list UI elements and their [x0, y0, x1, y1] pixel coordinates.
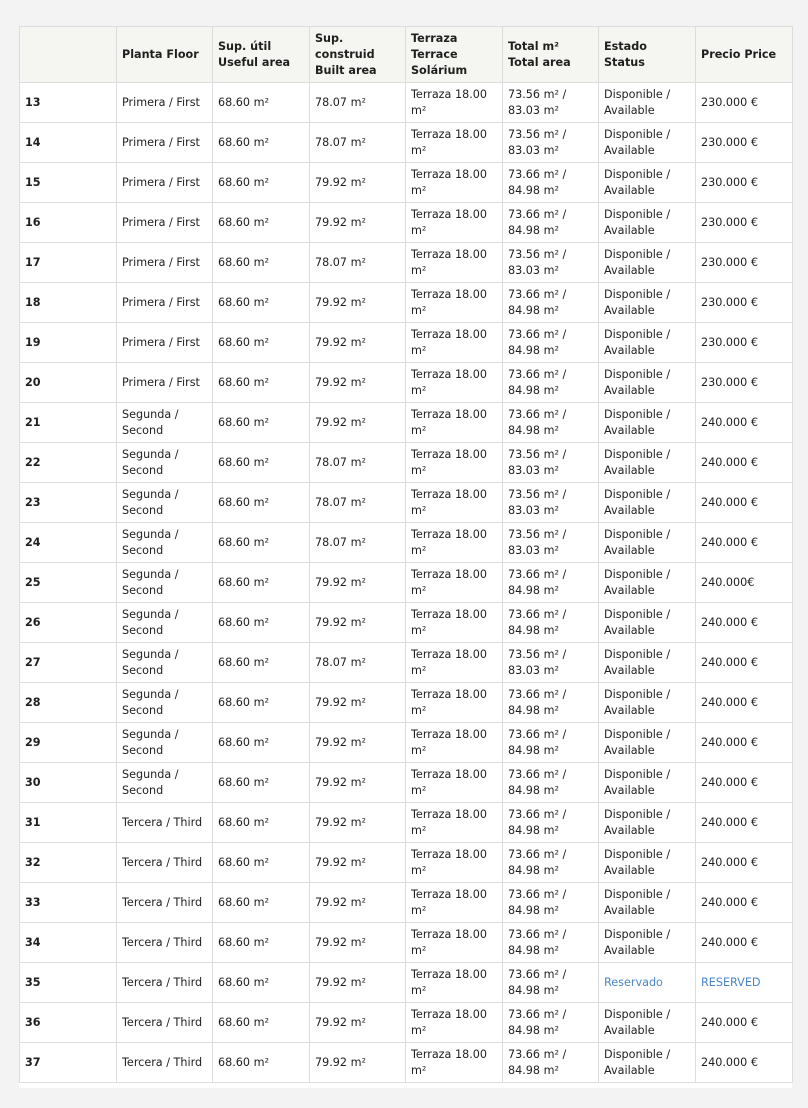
- cell-status: Disponible / Available: [599, 283, 696, 323]
- cell-status: Disponible / Available: [599, 163, 696, 203]
- cell-unit: 27: [20, 643, 117, 683]
- cell-status: Disponible / Available: [599, 1003, 696, 1043]
- cell-status: Disponible / Available: [599, 443, 696, 483]
- cell-useful-area: 68.60 m²: [213, 843, 310, 883]
- cell-price: 230.000 €: [696, 163, 793, 203]
- cell-terrace: Terraza 18.00 m²: [406, 483, 503, 523]
- cell-built-area: 79.92 m²: [310, 363, 406, 403]
- cell-total-area: 73.66 m² / 84.98 m²: [503, 763, 599, 803]
- cell-price: 240.000 €: [696, 843, 793, 883]
- cell-price: 240.000 €: [696, 403, 793, 443]
- cell-price: 240.000 €: [696, 1043, 793, 1083]
- cell-terrace: Terraza 18.00 m²: [406, 803, 503, 843]
- table-row: [20, 323, 793, 363]
- table-row: [20, 883, 793, 923]
- header-status: Estado Status: [599, 27, 696, 83]
- cell-total-area: 73.56 m² / 83.03 m²: [503, 643, 599, 683]
- cell-status: Disponible / Available: [599, 563, 696, 603]
- cell-useful-area: 68.60 m²: [213, 883, 310, 923]
- cell-built-area: 79.92 m²: [310, 163, 406, 203]
- cell-status: Disponible / Available: [599, 643, 696, 683]
- cell-total-area: 73.66 m² / 84.98 m²: [503, 1043, 599, 1083]
- cell-useful-area: 68.60 m²: [213, 403, 310, 443]
- cell-unit: 20: [20, 363, 117, 403]
- cell-total-area: 73.66 m² / 84.98 m²: [503, 203, 599, 243]
- cell-floor: Segunda / Second: [117, 723, 213, 763]
- cell-terrace: Terraza 18.00 m²: [406, 683, 503, 723]
- cell-unit: 31: [20, 803, 117, 843]
- cell-terrace: Terraza 18.00 m²: [406, 523, 503, 563]
- cell-useful-area: 68.60 m²: [213, 363, 310, 403]
- cell-useful-area: 68.60 m²: [213, 803, 310, 843]
- cell-status: Disponible / Available: [599, 523, 696, 563]
- table-row: [20, 843, 793, 883]
- cell-built-area: 79.92 m²: [310, 723, 406, 763]
- cell-status: Disponible / Available: [599, 923, 696, 963]
- cell-price: 240.000 €: [696, 523, 793, 563]
- cell-useful-area: 68.60 m²: [213, 763, 310, 803]
- table-row: [20, 363, 793, 403]
- header-total-area: Total m² Total area: [503, 27, 599, 83]
- cell-price: 240.000 €: [696, 443, 793, 483]
- cell-terrace: Terraza 18.00 m²: [406, 1003, 503, 1043]
- cell-floor: Segunda / Second: [117, 483, 213, 523]
- cell-total-area: 73.66 m² / 84.98 m²: [503, 683, 599, 723]
- cell-unit: 14: [20, 123, 117, 163]
- header-row: [20, 27, 793, 83]
- units-table-container: [19, 26, 792, 1088]
- cell-unit: 33: [20, 883, 117, 923]
- cell-useful-area: 68.60 m²: [213, 523, 310, 563]
- cell-floor: Segunda / Second: [117, 523, 213, 563]
- cell-built-area: 78.07 m²: [310, 523, 406, 563]
- cell-price: 230.000 €: [696, 243, 793, 283]
- cell-built-area: 79.92 m²: [310, 843, 406, 883]
- table-row: [20, 763, 793, 803]
- table-row: [20, 83, 793, 123]
- cell-unit: 34: [20, 923, 117, 963]
- table-row: [20, 723, 793, 763]
- cell-terrace: Terraza 18.00 m²: [406, 1043, 503, 1083]
- cell-floor: Tercera / Third: [117, 843, 213, 883]
- cell-price: 240.000 €: [696, 683, 793, 723]
- cell-floor: Segunda / Second: [117, 563, 213, 603]
- cell-built-area: 79.92 m²: [310, 1003, 406, 1043]
- cell-useful-area: 68.60 m²: [213, 203, 310, 243]
- cell-unit: 23: [20, 483, 117, 523]
- cell-terrace: Terraza 18.00 m²: [406, 83, 503, 123]
- cell-unit: 17: [20, 243, 117, 283]
- cell-floor: Primera / First: [117, 283, 213, 323]
- cell-floor: Primera / First: [117, 323, 213, 363]
- cell-useful-area: 68.60 m²: [213, 563, 310, 603]
- cell-price: 240.000 €: [696, 483, 793, 523]
- cell-status: Disponible / Available: [599, 683, 696, 723]
- cell-useful-area: 68.60 m²: [213, 283, 310, 323]
- table-row: [20, 283, 793, 323]
- cell-unit: 35: [20, 963, 117, 1003]
- cell-useful-area: 68.60 m²: [213, 443, 310, 483]
- cell-unit: 18: [20, 283, 117, 323]
- cell-price: 240.000 €: [696, 883, 793, 923]
- cell-total-area: 73.66 m² / 84.98 m²: [503, 923, 599, 963]
- cell-total-area: 73.56 m² / 83.03 m²: [503, 443, 599, 483]
- header-useful-area: Sup. útil Useful area: [213, 27, 310, 83]
- cell-status: Disponible / Available: [599, 763, 696, 803]
- cell-total-area: 73.66 m² / 84.98 m²: [503, 883, 599, 923]
- table-header: [20, 27, 793, 83]
- cell-total-area: 73.66 m² / 84.98 m²: [503, 563, 599, 603]
- cell-status: Disponible / Available: [599, 243, 696, 283]
- cell-status: Disponible / Available: [599, 603, 696, 643]
- cell-useful-area: 68.60 m²: [213, 483, 310, 523]
- cell-terrace: Terraza 18.00 m²: [406, 323, 503, 363]
- cell-price: 230.000 €: [696, 323, 793, 363]
- cell-price: 240.000 €: [696, 603, 793, 643]
- cell-floor: Primera / First: [117, 163, 213, 203]
- table-body: [20, 83, 793, 1083]
- cell-floor: Primera / First: [117, 83, 213, 123]
- cell-price: 230.000 €: [696, 83, 793, 123]
- cell-status: Reservado: [599, 963, 696, 1003]
- cell-total-area: 73.56 m² / 83.03 m²: [503, 483, 599, 523]
- cell-total-area: 73.56 m² / 83.03 m²: [503, 523, 599, 563]
- cell-useful-area: 68.60 m²: [213, 683, 310, 723]
- header-floor: Planta Floor: [117, 27, 213, 83]
- cell-unit: 28: [20, 683, 117, 723]
- cell-terrace: Terraza 18.00 m²: [406, 243, 503, 283]
- cell-useful-area: 68.60 m²: [213, 83, 310, 123]
- cell-useful-area: 68.60 m²: [213, 603, 310, 643]
- cell-terrace: Terraza 18.00 m²: [406, 123, 503, 163]
- cell-price: 230.000 €: [696, 123, 793, 163]
- cell-unit: 19: [20, 323, 117, 363]
- cell-built-area: 79.92 m²: [310, 603, 406, 643]
- cell-total-area: 73.66 m² / 84.98 m²: [503, 603, 599, 643]
- cell-floor: Primera / First: [117, 203, 213, 243]
- cell-total-area: 73.66 m² / 84.98 m²: [503, 403, 599, 443]
- cell-built-area: 78.07 m²: [310, 123, 406, 163]
- cell-price: 240.000 €: [696, 643, 793, 683]
- table-row: [20, 643, 793, 683]
- cell-status: Disponible / Available: [599, 803, 696, 843]
- cell-built-area: 79.92 m²: [310, 563, 406, 603]
- table-row: [20, 403, 793, 443]
- cell-floor: Segunda / Second: [117, 443, 213, 483]
- cell-built-area: 79.92 m²: [310, 803, 406, 843]
- cell-total-area: 73.56 m² / 83.03 m²: [503, 123, 599, 163]
- cell-floor: Segunda / Second: [117, 683, 213, 723]
- cell-built-area: 79.92 m²: [310, 1043, 406, 1083]
- header-built-area: Sup. construid Built area: [310, 27, 406, 83]
- cell-floor: Primera / First: [117, 243, 213, 283]
- cell-total-area: 73.66 m² / 84.98 m²: [503, 163, 599, 203]
- table-row: [20, 683, 793, 723]
- cell-price: 240.000 €: [696, 923, 793, 963]
- cell-terrace: Terraza 18.00 m²: [406, 403, 503, 443]
- cell-price: 240.000 €: [696, 723, 793, 763]
- header-terrace: Terraza Terrace Solárium: [406, 27, 503, 83]
- cell-terrace: Terraza 18.00 m²: [406, 763, 503, 803]
- cell-price: 230.000 €: [696, 203, 793, 243]
- cell-unit: 25: [20, 563, 117, 603]
- cell-terrace: Terraza 18.00 m²: [406, 723, 503, 763]
- cell-status: Disponible / Available: [599, 123, 696, 163]
- cell-terrace: Terraza 18.00 m²: [406, 643, 503, 683]
- cell-built-area: 78.07 m²: [310, 443, 406, 483]
- units-table: [19, 26, 793, 1083]
- table-row: [20, 243, 793, 283]
- cell-terrace: Terraza 18.00 m²: [406, 363, 503, 403]
- cell-status: Disponible / Available: [599, 403, 696, 443]
- header-unit: [20, 27, 117, 83]
- cell-terrace: Terraza 18.00 m²: [406, 923, 503, 963]
- cell-status: Disponible / Available: [599, 323, 696, 363]
- cell-unit: 32: [20, 843, 117, 883]
- cell-unit: 29: [20, 723, 117, 763]
- cell-price: 230.000 €: [696, 363, 793, 403]
- cell-useful-area: 68.60 m²: [213, 723, 310, 763]
- cell-floor: Primera / First: [117, 363, 213, 403]
- cell-price: 230.000 €: [696, 283, 793, 323]
- cell-built-area: 79.92 m²: [310, 683, 406, 723]
- cell-status: Disponible / Available: [599, 203, 696, 243]
- table-row: [20, 963, 793, 1003]
- cell-floor: Segunda / Second: [117, 643, 213, 683]
- cell-unit: 22: [20, 443, 117, 483]
- cell-total-area: 73.66 m² / 84.98 m²: [503, 283, 599, 323]
- table-row: [20, 1003, 793, 1043]
- cell-status: Disponible / Available: [599, 883, 696, 923]
- cell-useful-area: 68.60 m²: [213, 243, 310, 283]
- cell-built-area: 78.07 m²: [310, 243, 406, 283]
- cell-unit: 13: [20, 83, 117, 123]
- cell-built-area: 79.92 m²: [310, 323, 406, 363]
- cell-total-area: 73.66 m² / 84.98 m²: [503, 1003, 599, 1043]
- table-row: [20, 123, 793, 163]
- cell-price: 240.000 €: [696, 803, 793, 843]
- table-row: [20, 1043, 793, 1083]
- cell-price: RESERVED: [696, 963, 793, 1003]
- table-row: [20, 603, 793, 643]
- cell-floor: Tercera / Third: [117, 963, 213, 1003]
- cell-total-area: 73.66 m² / 84.98 m²: [503, 843, 599, 883]
- table-row: [20, 923, 793, 963]
- cell-useful-area: 68.60 m²: [213, 643, 310, 683]
- cell-status: Disponible / Available: [599, 723, 696, 763]
- table-row: [20, 163, 793, 203]
- cell-built-area: 78.07 m²: [310, 483, 406, 523]
- cell-terrace: Terraza 18.00 m²: [406, 563, 503, 603]
- cell-terrace: Terraza 18.00 m²: [406, 163, 503, 203]
- cell-useful-area: 68.60 m²: [213, 323, 310, 363]
- cell-floor: Tercera / Third: [117, 923, 213, 963]
- cell-floor: Tercera / Third: [117, 1043, 213, 1083]
- cell-price: 240.000€: [696, 563, 793, 603]
- cell-total-area: 73.66 m² / 84.98 m²: [503, 803, 599, 843]
- cell-built-area: 78.07 m²: [310, 643, 406, 683]
- cell-floor: Primera / First: [117, 123, 213, 163]
- table-row: [20, 483, 793, 523]
- cell-floor: Tercera / Third: [117, 1003, 213, 1043]
- cell-built-area: 79.92 m²: [310, 963, 406, 1003]
- cell-total-area: 73.56 m² / 83.03 m²: [503, 243, 599, 283]
- cell-price: 240.000 €: [696, 763, 793, 803]
- cell-terrace: Terraza 18.00 m²: [406, 963, 503, 1003]
- cell-status: Disponible / Available: [599, 1043, 696, 1083]
- cell-total-area: 73.66 m² / 84.98 m²: [503, 323, 599, 363]
- cell-floor: Segunda / Second: [117, 403, 213, 443]
- cell-unit: 15: [20, 163, 117, 203]
- table-row: [20, 523, 793, 563]
- table-row: [20, 803, 793, 843]
- cell-unit: 24: [20, 523, 117, 563]
- cell-terrace: Terraza 18.00 m²: [406, 203, 503, 243]
- cell-built-area: 78.07 m²: [310, 83, 406, 123]
- cell-floor: Tercera / Third: [117, 883, 213, 923]
- cell-built-area: 79.92 m²: [310, 923, 406, 963]
- cell-terrace: Terraza 18.00 m²: [406, 603, 503, 643]
- cell-unit: 26: [20, 603, 117, 643]
- table-row: [20, 203, 793, 243]
- cell-terrace: Terraza 18.00 m²: [406, 843, 503, 883]
- cell-price: 240.000 €: [696, 1003, 793, 1043]
- cell-floor: Segunda / Second: [117, 603, 213, 643]
- cell-total-area: 73.56 m² / 83.03 m²: [503, 83, 599, 123]
- cell-floor: Segunda / Second: [117, 763, 213, 803]
- cell-useful-area: 68.60 m²: [213, 1003, 310, 1043]
- cell-built-area: 79.92 m²: [310, 403, 406, 443]
- cell-built-area: 79.92 m²: [310, 203, 406, 243]
- cell-useful-area: 68.60 m²: [213, 123, 310, 163]
- cell-status: Disponible / Available: [599, 843, 696, 883]
- cell-unit: 36: [20, 1003, 117, 1043]
- table-row: [20, 443, 793, 483]
- cell-useful-area: 68.60 m²: [213, 1043, 310, 1083]
- cell-terrace: Terraza 18.00 m²: [406, 443, 503, 483]
- header-price: Precio Price: [696, 27, 793, 83]
- table-row: [20, 563, 793, 603]
- cell-unit: 21: [20, 403, 117, 443]
- cell-terrace: Terraza 18.00 m²: [406, 283, 503, 323]
- cell-floor: Tercera / Third: [117, 803, 213, 843]
- cell-total-area: 73.66 m² / 84.98 m²: [503, 963, 599, 1003]
- cell-useful-area: 68.60 m²: [213, 963, 310, 1003]
- cell-total-area: 73.66 m² / 84.98 m²: [503, 723, 599, 763]
- cell-useful-area: 68.60 m²: [213, 923, 310, 963]
- cell-unit: 37: [20, 1043, 117, 1083]
- cell-useful-area: 68.60 m²: [213, 163, 310, 203]
- cell-built-area: 79.92 m²: [310, 283, 406, 323]
- cell-status: Disponible / Available: [599, 83, 696, 123]
- cell-total-area: 73.66 m² / 84.98 m²: [503, 363, 599, 403]
- cell-built-area: 79.92 m²: [310, 763, 406, 803]
- cell-status: Disponible / Available: [599, 363, 696, 403]
- cell-status: Disponible / Available: [599, 483, 696, 523]
- cell-terrace: Terraza 18.00 m²: [406, 883, 503, 923]
- cell-unit: 16: [20, 203, 117, 243]
- cell-built-area: 79.92 m²: [310, 883, 406, 923]
- cell-unit: 30: [20, 763, 117, 803]
